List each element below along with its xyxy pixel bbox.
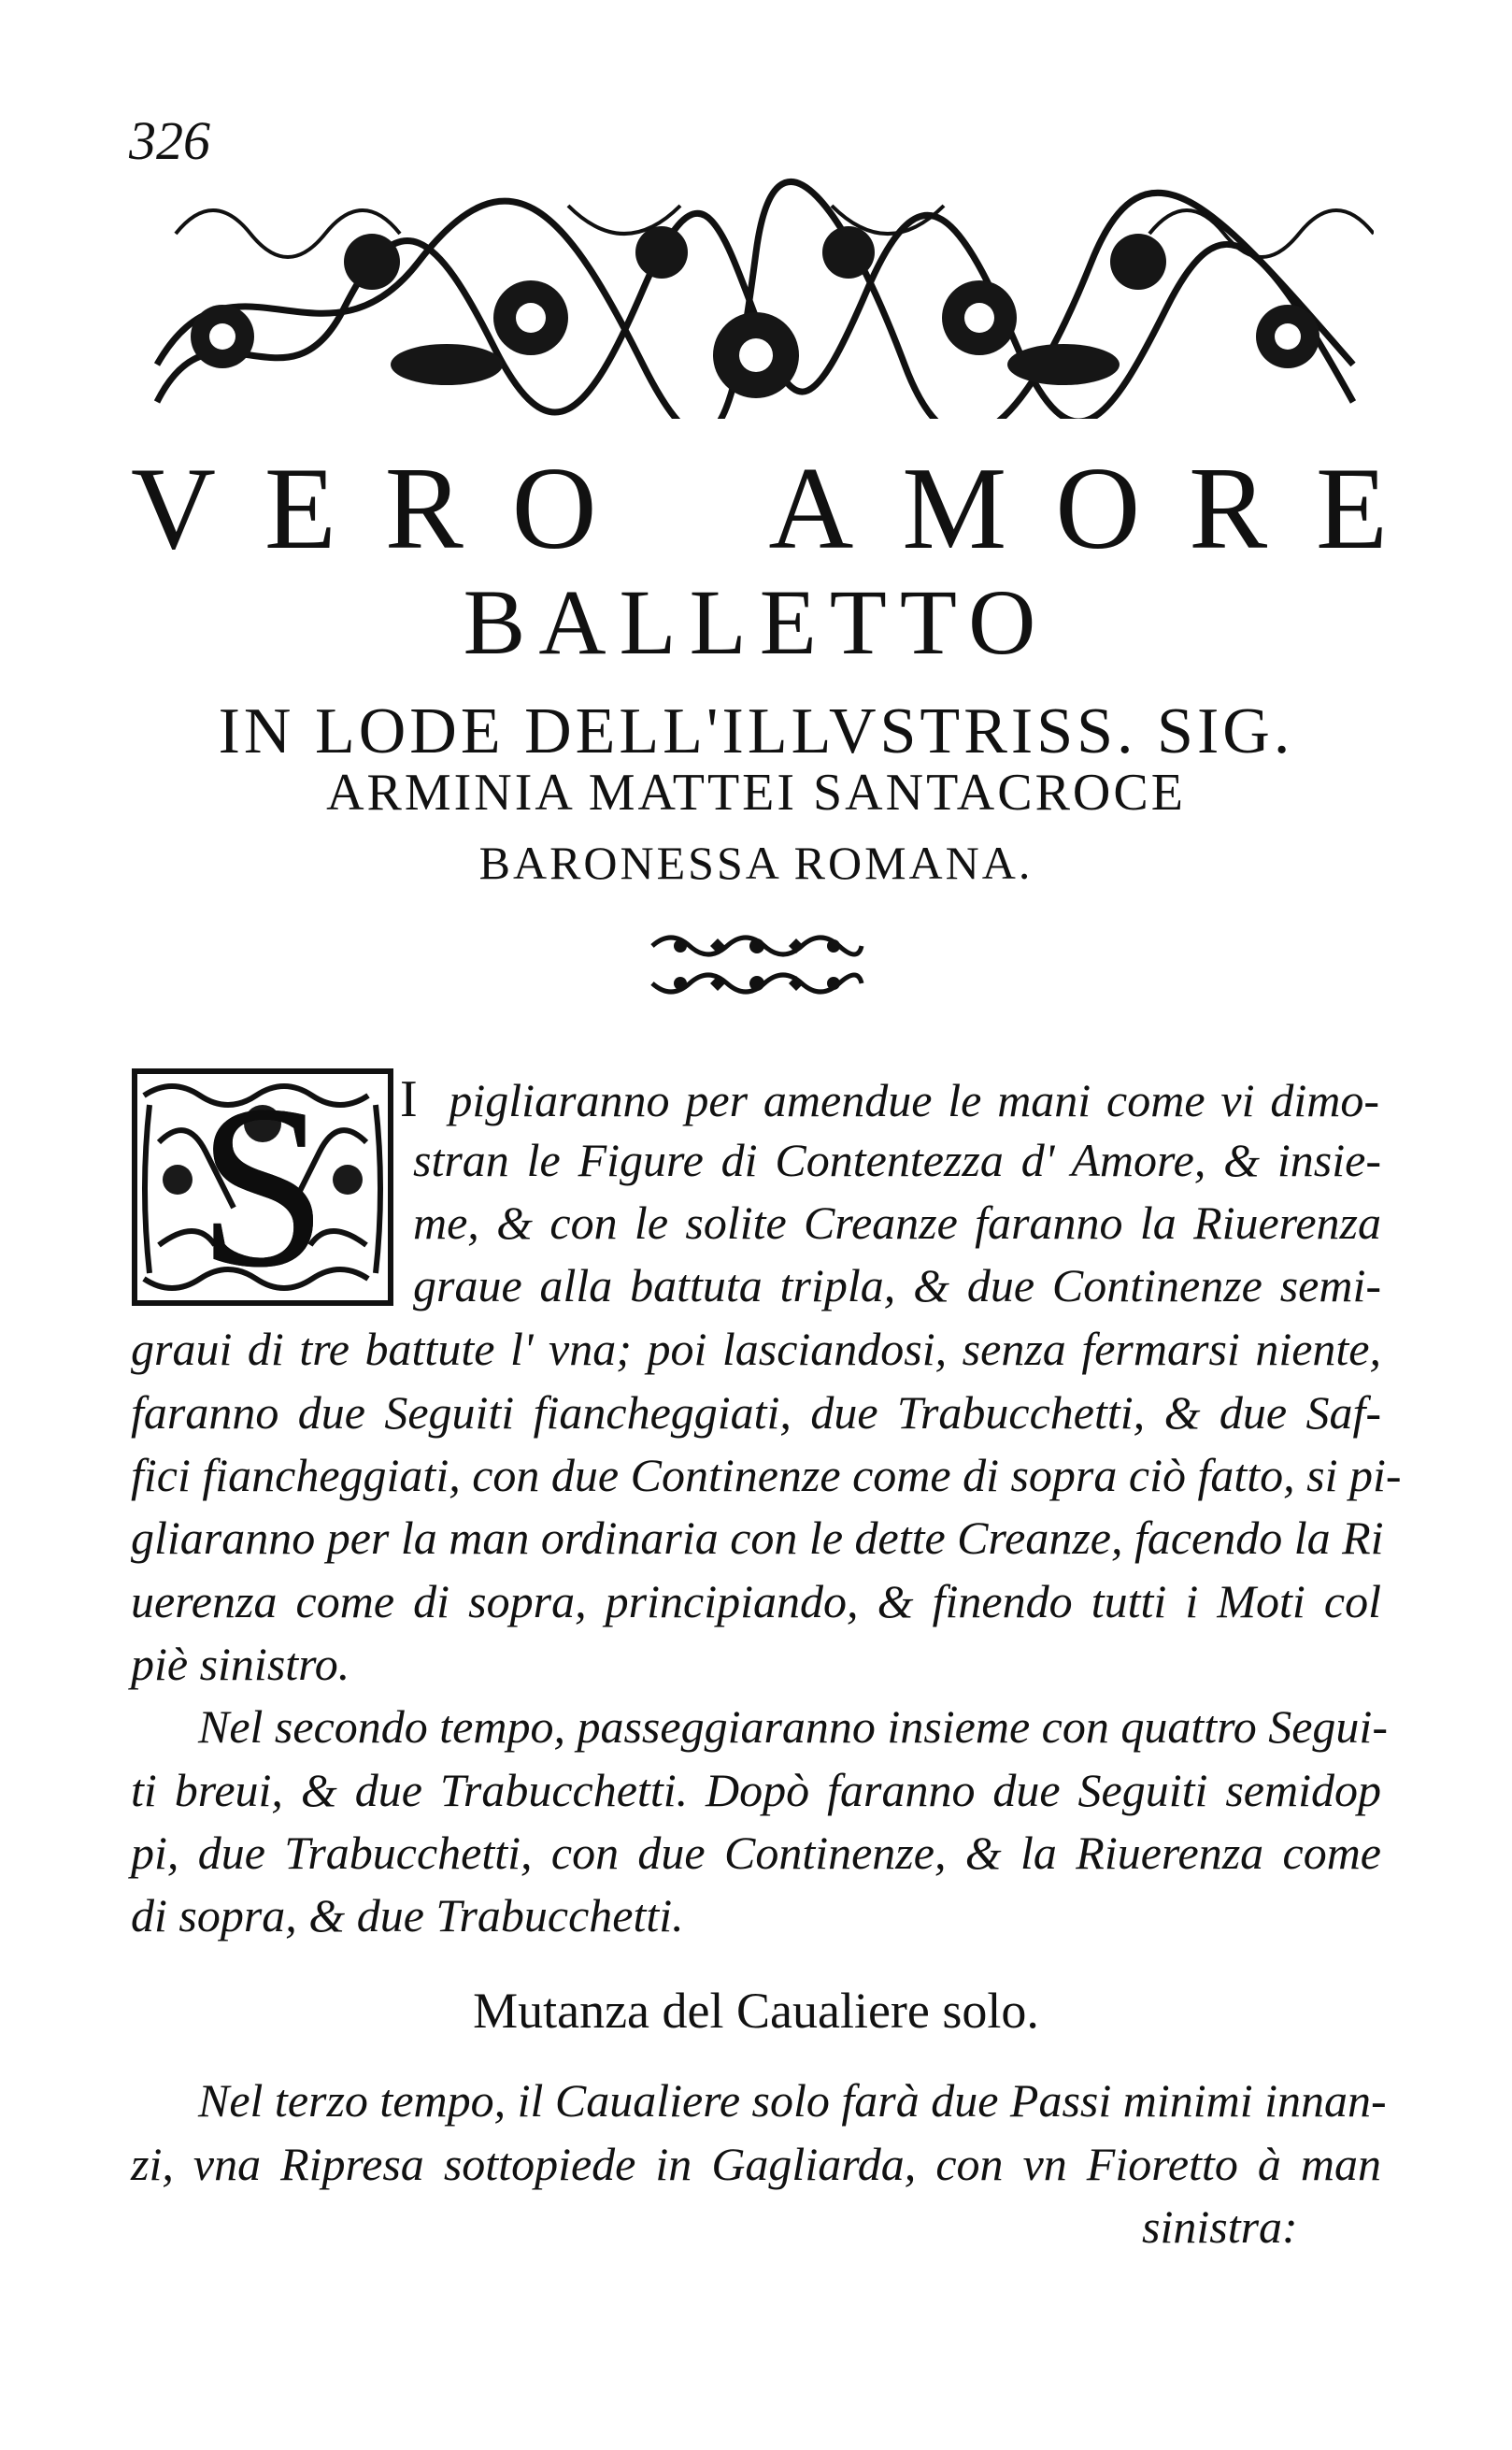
subtitle-dedication: IN LODE DELL'ILLVSTRISS. SIG. (218, 695, 1294, 767)
drop-cap-letter: S (197, 1057, 328, 1316)
text-line: fici fiancheggiati, con due Continenze come di sopra ciò fatto, si pi- (131, 1449, 1402, 1501)
text-line: Nel terzo tempo, il Caualiere solo farà due Passi minimi innan- (198, 2074, 1387, 2127)
text-line: di sopra, & due Trabucchetti. (131, 1889, 684, 1941)
subtitle-balletto: BALLETTO (463, 570, 1049, 674)
text-line-content: pigliaranno per amendue le mani come vi dimo- (449, 1074, 1380, 1126)
decorated-initial-icon (131, 1057, 394, 1316)
title-letter: V (131, 444, 216, 574)
text-line: graui di tre battute l' vna; poi lasciandosi, senza fermarsi niente, (131, 1323, 1381, 1375)
text-line: graue alla battuta tripla, & due Continenze semi- (413, 1259, 1381, 1311)
section-heading: Mutanza del Caualiere solo. (473, 1983, 1039, 2039)
title-word-gap (646, 451, 720, 568)
first-letter: I (400, 1070, 418, 1128)
text-line: zi, vna Ripresa sottopiede in Gagliarda, con vn Fioretto à man (131, 2138, 1381, 2190)
title-letter: A (768, 444, 854, 574)
title-letter: E (264, 444, 336, 574)
text-line: me, & con le solite Creanze faranno la Riuerenza (413, 1196, 1381, 1249)
title-letter: E (1315, 444, 1388, 574)
text-line: ti breui, & due Trabucchetti. Dopò faranno due Seguiti semidop (131, 1764, 1381, 1816)
text-line: gliaranno per la man ordinaria con le dette Creanze, facendo la Ri (131, 1512, 1384, 1564)
text-line: uerenza come di sopra, principiando, & finendo tutti i Moti col (131, 1575, 1381, 1627)
title-letter: M (902, 444, 1007, 574)
title-letter: O (511, 444, 597, 574)
main-title (131, 444, 1388, 574)
text-line: faranno due Seguiti fiancheggiati, due Trabucchetti, & due Saf- (131, 1386, 1381, 1439)
text-line: Nel secondo tempo, passeggiaranno insieme con quattro Segui- (198, 1700, 1388, 1753)
subtitle-name: ARMINIA MATTEI SANTACROCE (326, 764, 1186, 822)
page-number: 326 (129, 110, 210, 171)
title-letter: R (1189, 444, 1268, 574)
subtitle-title: BARONESSA ROMANA. (478, 837, 1034, 889)
ornamental-headpiece-icon (138, 178, 1374, 419)
text-line: stran le Figure di Contentezza d' Amore, & insie- (413, 1134, 1381, 1186)
title-letter: O (1055, 444, 1141, 574)
text-line: sinistra: (1142, 2200, 1298, 2253)
text-line: pi, due Trabucchetti, con due Continenze, & la Riuerenza come (131, 1827, 1381, 1879)
text-line (400, 1070, 1380, 1128)
text-line: piè sinistro. (131, 1638, 350, 1690)
fleuron-icon (643, 925, 871, 1004)
title-letter: R (384, 444, 464, 574)
